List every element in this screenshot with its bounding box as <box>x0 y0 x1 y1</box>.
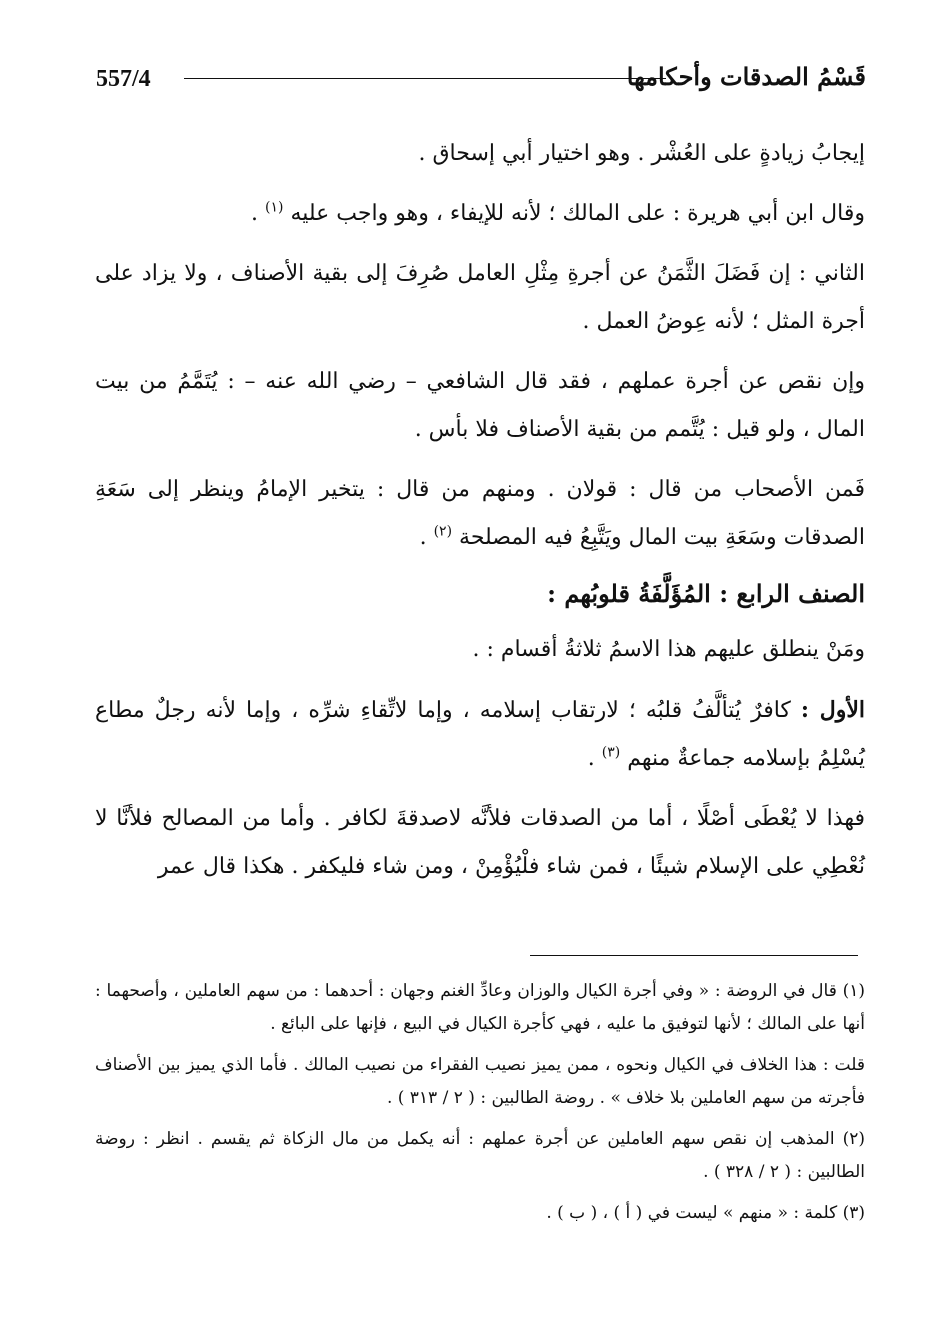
paragraph-text: فهذا لا يُعْطَى أصْلًا ، أما من الصدقات فلأنَّه لاصدقةَ لكافر . وأما من المصالح فلأنَّا لا نُعْطِي على الإسلام شيئًا ، فمن شاء فلْيُؤْمِنْ ، ومن شاء فليكفر . هكذا قال عمر <box>95 806 865 879</box>
paragraph-end: . <box>587 746 602 771</box>
paragraph-end: . <box>251 201 265 226</box>
paragraph-text: وإن نقص عن أجرة عملهم ، فقد قال الشافعي – رضي الله عنه – : يُتَمَّمُ من بيت المال ، ولو قيل : يُتَّمم من بقية الأصناف فلا بأس . <box>95 369 865 442</box>
paragraph-text: فَمن الأصحاب من قال : قولان . ومنهم من قال : يتخير الإمامُ وينظر إلى سَعَةِ الصدقات وسَعَةِ بيت المال ويَتَّبِعُ فيه المصلحة <box>95 477 865 550</box>
paragraph-text: كافرٌ يُتألَّفُ قلبُه ؛ لارتقاب إسلامه ، وإما لاتِّقاءِ شرِّه ، وإما لأنه رجلٌ مطاع يُسْلِمُ بإسلامه جماعةٌ منهم <box>95 698 865 771</box>
footnote-ref-1: (١) <box>265 199 284 216</box>
main-text <box>95 130 865 903</box>
paragraph-lead: الأول : <box>800 697 865 723</box>
paragraph-text: إيجابُ زيادةٍ على العُشْر . وهو اختيار أبي إسحاق . <box>418 141 865 166</box>
paragraph-4 <box>95 358 865 454</box>
footnote-1-continued: قلت : هذا الخلاف في الكيال ونحوه ، ممن يميز نصيب الفقراء من نصيب المالك . فأما الذي يميز بين الأصناف فأجرته من سهم العاملين بلا خلاف » . روضة الطالبين : ( ٢ / ٣١٣ ) . <box>95 1055 865 1108</box>
paragraph-text: ومَنْ ينطلق عليهم هذا الاسمُ ثلاثةُ أقسام : . <box>472 637 865 662</box>
header-rule <box>184 78 666 79</box>
paragraph-7 <box>95 686 865 783</box>
paragraph-end: . <box>419 525 434 550</box>
paragraph-2 <box>95 190 865 238</box>
paragraph-text: وقال ابن أبي هريرة : على المالك ؛ لأنه للإيفاء ، وهو واجب عليه <box>290 201 865 226</box>
footnote-separator <box>530 955 858 956</box>
footnote-1: (١) قال في الروضة : « وفي أجرة الكيال والوزان وعادِّ الغنم وجهان : أحدهما : من سهم العاملين ، وأصحهما : أنها على المالك ؛ لأنها لتوفيق ما عليه ، فهي كأجرة الكيال في البيع ، فإنها على البائع . <box>95 981 865 1034</box>
footnote-2: (٢) المذهب إن نقص سهم العاملين عن أجرة عملهم : أنه يكمل من مال الزكاة ثم يقسم . انظر : روضة الطالبين : ( ٢ / ٣٢٨ ) . <box>95 1129 865 1182</box>
paragraph-5 <box>95 466 865 562</box>
paragraph-1 <box>95 130 865 178</box>
running-title: قَسْمُ الصدقات وأحكامها <box>626 62 866 91</box>
paragraph-text: الثاني : إن فَضَلَ الثَّمَنُ عن أجرةِ مِثْلِ العامل صُرِفَ إلى بقية الأصناف ، ولا يزاد على أجرة المثل ؛ لأنه عِوضُ العمل . <box>95 261 865 334</box>
footnote-ref-3: (٣) <box>601 744 621 761</box>
section-heading: الصنف الرابع : المُؤَلَّفَةُ قلوبُهم : <box>547 579 865 608</box>
page-header <box>96 58 866 98</box>
paragraph-8 <box>95 795 865 891</box>
page-number: 557/4 <box>96 66 151 92</box>
footnote-3: (٣) كلمة : « منهم » ليست في ( أ ) ، ( ب ) . <box>546 1203 865 1223</box>
paragraph-6 <box>95 626 865 674</box>
footnotes <box>95 975 865 1238</box>
footnote-ref-2: (٢) <box>433 523 453 540</box>
paragraph-3 <box>95 250 865 346</box>
